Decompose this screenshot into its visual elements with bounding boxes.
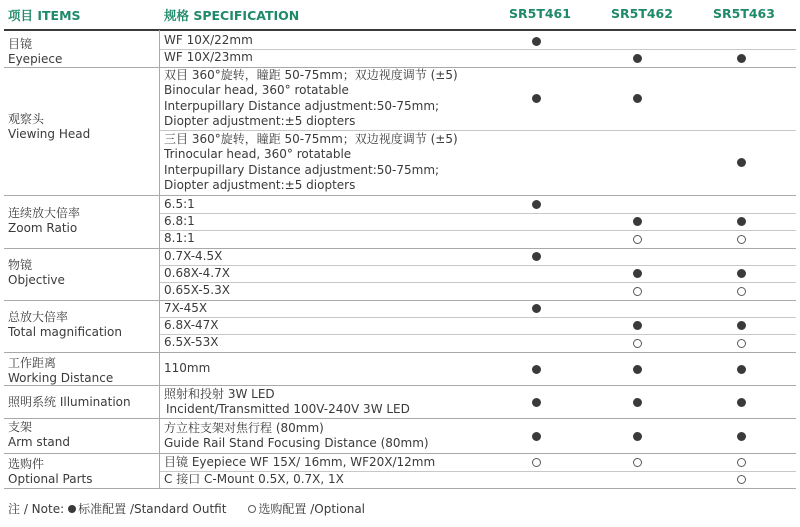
- standard-dot-icon: [633, 321, 642, 330]
- standard-dot-icon: [737, 398, 746, 407]
- standard-dot-icon: [737, 54, 746, 63]
- legend-note: [8, 500, 365, 517]
- standard-dot-icon: [633, 217, 642, 226]
- standard-dot-icon: [532, 365, 541, 374]
- spec-text: 6.8:1: [164, 213, 195, 228]
- spec-text: Trinocular head, 360° rotatable: [164, 147, 352, 161]
- group-divider: [4, 385, 796, 386]
- item-name-en: Arm stand: [8, 435, 70, 449]
- item-name-zh: 目镜: [8, 37, 33, 51]
- row-divider: [160, 282, 796, 283]
- spec-text: Incident/Transmitted 100V-240V 3W LED: [166, 402, 410, 416]
- spec-text: 照射和投射 3W LED: [164, 386, 275, 401]
- standard-dot-icon: [68, 505, 76, 513]
- row-divider: [160, 317, 796, 318]
- spec-text: 6.5:1: [164, 196, 195, 211]
- item-name-zh: 观察头: [8, 112, 45, 126]
- header-model-2: SR5T462: [611, 6, 673, 21]
- standard-dot-icon: [532, 94, 541, 103]
- spec-text: 双目 360°旋转，瞳距 50-75mm；双边视度调节 (±5): [164, 67, 458, 82]
- spec-text: 8.1:1: [164, 231, 195, 246]
- spec-text: 110mm: [164, 361, 211, 376]
- standard-dot-icon: [633, 432, 642, 441]
- item-name-zh: 照明系统 Illumination: [8, 395, 131, 409]
- spec-text: 6.5X-53X: [164, 335, 219, 350]
- spec-text: 0.7X-4.5X: [164, 248, 223, 263]
- standard-dot-icon: [532, 398, 541, 407]
- item-name-zh: 工作距离: [8, 356, 57, 370]
- standard-dot-icon: [633, 269, 642, 278]
- standard-dot-icon: [532, 304, 541, 313]
- standard-dot-icon: [633, 54, 642, 63]
- standard-dot-icon: [737, 158, 746, 167]
- spec-text: 方立柱支架对焦行程 (80mm): [164, 420, 324, 435]
- spec-text: Interpupillary Distance adjustment:50-75mm;: [164, 98, 440, 113]
- spec-text: Guide Rail Stand Focusing Distance (80mm): [164, 436, 429, 450]
- optional-circle-icon: [248, 505, 256, 513]
- note-standard: 标准配置 /Standard Outfit: [78, 502, 227, 516]
- spec-text: WF 10X/23mm: [164, 50, 253, 65]
- item-name-en: Working Distance: [8, 371, 114, 385]
- header-model-3: SR5T463: [713, 6, 775, 21]
- spec-text: 三目 360°旋转，瞳距 50-75mm；双边视度调节 (±5): [164, 131, 458, 146]
- spec-text: 目镜 Eyepiece WF 15X/ 16mm, WF20X/12mm: [164, 454, 436, 469]
- optional-circle-icon: [737, 235, 746, 244]
- item-name-en: Objective: [8, 273, 65, 287]
- standard-dot-icon: [633, 94, 642, 103]
- spec-text: 6.8X-47X: [164, 317, 219, 332]
- spec-text: 7X-45X: [164, 300, 208, 315]
- item-name-zh: 选购件: [8, 457, 45, 471]
- standard-dot-icon: [633, 398, 642, 407]
- spec-text: Diopter adjustment:±5 diopters: [164, 178, 356, 192]
- note-prefix: 注 / Note:: [8, 502, 65, 516]
- optional-circle-icon: [633, 287, 642, 296]
- item-name-en: Viewing Head: [8, 127, 91, 141]
- standard-dot-icon: [633, 365, 642, 374]
- item-name-en: Eyepiece: [8, 52, 63, 66]
- item-name-en: Total magnification: [8, 325, 122, 339]
- row-divider: [160, 49, 796, 50]
- spec-text: Diopter adjustment:±5 diopters: [164, 114, 356, 128]
- standard-dot-icon: [737, 321, 746, 330]
- item-name-zh: 支架: [8, 420, 33, 434]
- column-divider: [159, 30, 160, 488]
- item-name-en: Zoom Ratio: [8, 221, 78, 235]
- group-divider: [4, 248, 796, 249]
- group-divider: [4, 352, 796, 353]
- spec-text: 0.68X-4.7X: [164, 265, 230, 280]
- table-header: [0, 0, 800, 29]
- optional-circle-icon: [633, 235, 642, 244]
- standard-dot-icon: [532, 432, 541, 441]
- spec-text: 0.65X-5.3X: [164, 283, 230, 298]
- spec-text: Interpupillary Distance adjustment:50-75mm;: [164, 162, 440, 177]
- row-divider: [160, 230, 796, 231]
- optional-circle-icon: [737, 287, 746, 296]
- standard-dot-icon: [737, 365, 746, 374]
- group-divider: [4, 418, 796, 419]
- standard-dot-icon: [737, 217, 746, 226]
- optional-circle-icon: [737, 475, 746, 484]
- item-name-zh: 总放大倍率: [8, 310, 69, 324]
- header-bottom-rule: [4, 29, 796, 31]
- spec-text: WF 10X/22mm: [164, 33, 253, 48]
- item-name-en: Optional Parts: [8, 472, 93, 486]
- standard-dot-icon: [737, 269, 746, 278]
- standard-dot-icon: [532, 200, 541, 209]
- item-name-zh: 连续放大倍率: [8, 206, 81, 220]
- optional-circle-icon: [532, 458, 541, 467]
- header-items: 项目 ITEMS: [8, 8, 81, 23]
- spec-text: Binocular head, 360° rotatable: [164, 83, 349, 97]
- standard-dot-icon: [532, 37, 541, 46]
- optional-circle-icon: [737, 458, 746, 467]
- row-divider: [160, 334, 796, 335]
- note-optional: 选购配置 /Optional: [258, 502, 366, 516]
- optional-circle-icon: [633, 339, 642, 348]
- standard-dot-icon: [737, 432, 746, 441]
- spec-text: C 接口 C-Mount 0.5X, 0.7X, 1X: [164, 471, 344, 486]
- item-name-zh: 物镜: [8, 258, 33, 272]
- standard-dot-icon: [532, 252, 541, 261]
- optional-circle-icon: [633, 458, 642, 467]
- optional-circle-icon: [737, 339, 746, 348]
- row-divider: [160, 265, 796, 266]
- header-specification: 规格 SPECIFICATION: [164, 8, 300, 23]
- header-model-1: SR5T461: [509, 6, 571, 21]
- group-divider: [4, 195, 796, 196]
- group-divider: [4, 300, 796, 301]
- row-divider: [160, 213, 796, 214]
- group-divider: [4, 488, 796, 489]
